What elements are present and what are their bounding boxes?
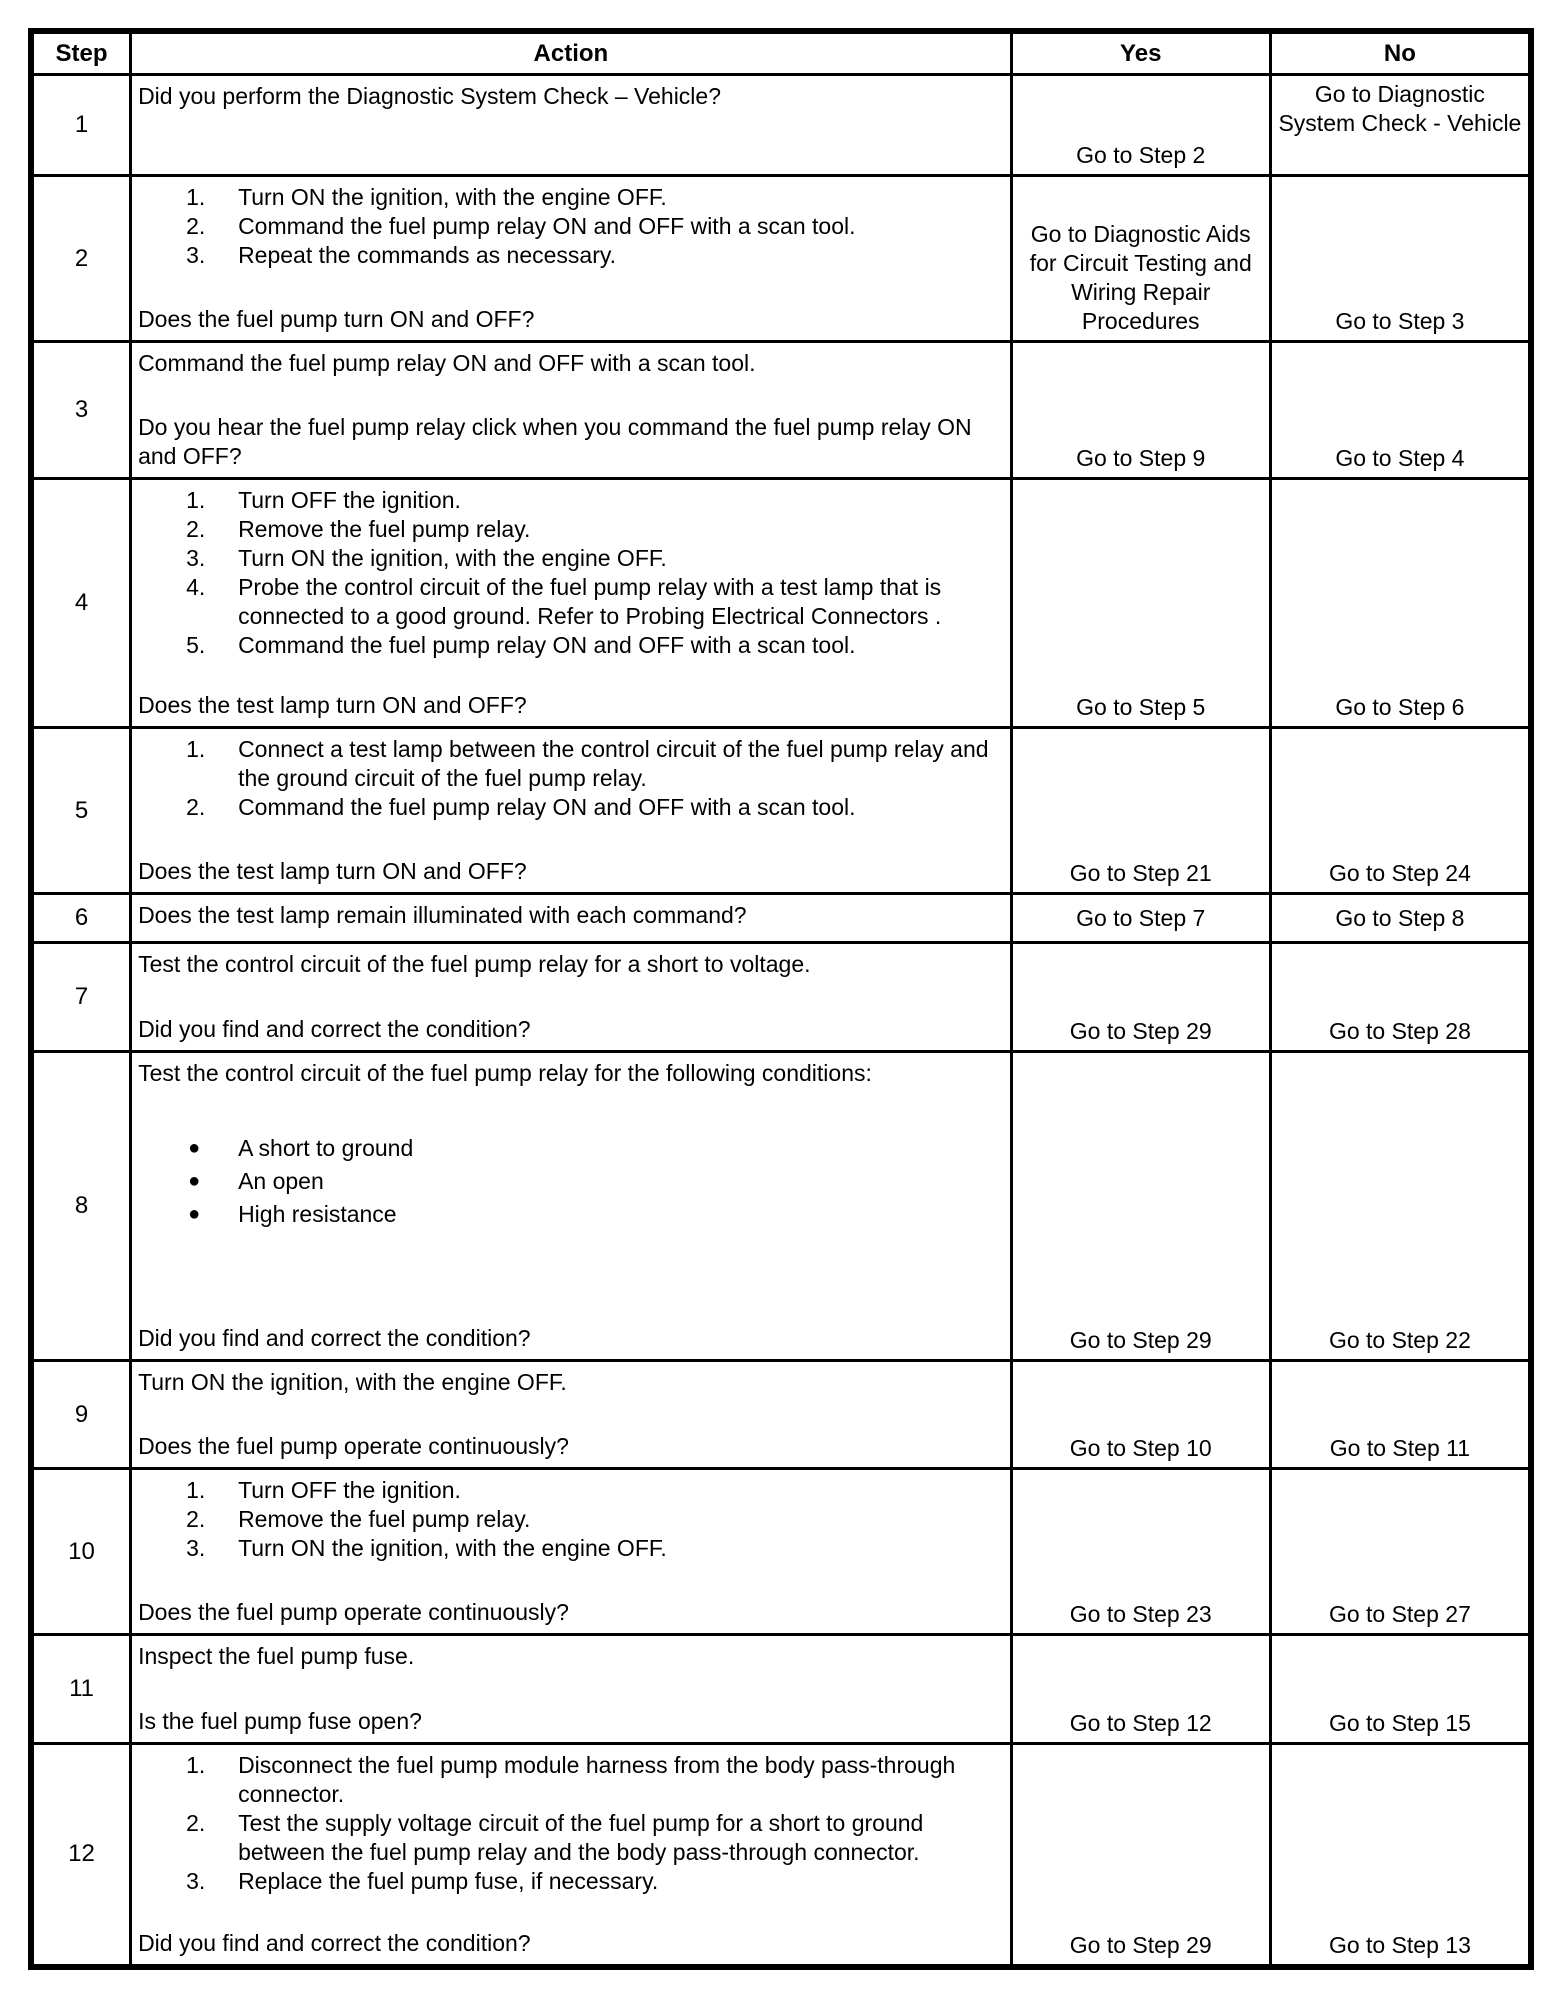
action-top: [138, 82, 1004, 111]
list-item-text: Connect a test lamp between the control circuit of the fuel pump relay and the ground circuit of the fuel pump relay.: [238, 736, 989, 792]
action-top: [138, 349, 1004, 378]
table-body: [33, 75, 1530, 1966]
action-cell: [131, 728, 1012, 894]
action-question: Do you hear the fuel pump relay click when you command the fuel pump relay ON and OFF?: [138, 413, 972, 469]
list-number: 1.: [186, 1751, 206, 1778]
list-item-text: Turn ON the ignition, with the engine OFF.: [238, 544, 667, 571]
list-item: [138, 1200, 1004, 1229]
list-number: 4.: [186, 573, 206, 600]
step-number: 6: [33, 893, 131, 942]
diagnostic-table-page: [28, 28, 1534, 1970]
list-item: [138, 573, 1004, 631]
list-item: [138, 1167, 1004, 1196]
action-top: [138, 1476, 1004, 1563]
bullet-list: [138, 1134, 1004, 1229]
table-row: [33, 1469, 1530, 1635]
action-question: Does the fuel pump operate continuously?: [138, 1598, 569, 1625]
no-result: Go to Step 11: [1270, 1360, 1529, 1469]
list-item: [138, 1867, 1004, 1896]
action-top: [138, 1059, 1004, 1233]
list-item: [138, 1534, 1004, 1563]
list-number: 1.: [186, 184, 206, 211]
action-content: [138, 183, 1004, 334]
list-item-text: Disconnect the fuel pump module harness from the body pass-through connector.: [238, 1751, 956, 1807]
action-question: Did you find and correct the condition?: [138, 1324, 531, 1351]
numbered-list: [138, 486, 1004, 660]
table-row: [33, 341, 1530, 478]
action-content: [138, 950, 1004, 1044]
table-row: [33, 176, 1530, 342]
list-number: 3.: [186, 242, 206, 269]
yes-result: Go to Step 21: [1011, 728, 1270, 894]
action-top: [138, 1368, 1004, 1397]
list-item-text: Turn OFF the ignition.: [238, 486, 461, 513]
list-item-text: Command the fuel pump relay ON and OFF with a scan tool.: [238, 213, 856, 240]
yes-result: Go to Step 29: [1011, 1743, 1270, 1965]
list-item-text: Turn ON the ignition, with the engine OFF.: [238, 184, 667, 211]
list-item: [138, 793, 1004, 822]
action-intro: Inspect the fuel pump fuse.: [138, 1642, 415, 1669]
header-yes: Yes: [1011, 33, 1270, 75]
list-item-text: Command the fuel pump relay ON and OFF with a scan tool.: [238, 794, 856, 821]
no-result: Go to Step 4: [1270, 341, 1529, 478]
list-item-text: Replace the fuel pump fuse, if necessary.: [238, 1867, 659, 1894]
list-number: 3.: [186, 544, 206, 571]
table-row: [33, 1360, 1530, 1469]
table-row: [33, 478, 1530, 727]
action-content: [138, 1059, 1004, 1353]
action-question: Does the fuel pump operate continuously?: [138, 1433, 569, 1460]
step-number: 9: [33, 1360, 131, 1469]
list-number: 3.: [186, 1535, 206, 1562]
action-content: [138, 1642, 1004, 1736]
yes-result: Go to Step 23: [1011, 1469, 1270, 1635]
yes-result: Go to Step 29: [1011, 943, 1270, 1052]
step-number: 2: [33, 176, 131, 342]
list-item: [138, 1134, 1004, 1163]
action-cell: [131, 1469, 1012, 1635]
numbered-list: [138, 1751, 1004, 1896]
action-content: [138, 349, 1004, 471]
list-item-text: A short to ground: [238, 1134, 414, 1161]
bullet-icon: ●: [188, 1202, 201, 1225]
no-result: Go to Step 8: [1270, 893, 1529, 942]
diagnostic-table: [31, 31, 1531, 1967]
list-item: [138, 1809, 1004, 1867]
list-item: [138, 544, 1004, 573]
step-number: 3: [33, 341, 131, 478]
header-step: Step: [33, 33, 131, 75]
action-cell: [131, 1360, 1012, 1469]
no-result: Go to Step 22: [1270, 1051, 1529, 1360]
list-number: 2.: [186, 213, 206, 240]
list-item: [138, 183, 1004, 212]
action-top: [138, 735, 1004, 822]
no-result: Go to Step 6: [1270, 478, 1529, 727]
action-cell: [131, 75, 1012, 176]
list-item: [138, 212, 1004, 241]
action-content: [138, 486, 1004, 720]
no-result: Go to Step 28: [1270, 943, 1529, 1052]
header-no: No: [1270, 33, 1529, 75]
numbered-list: [138, 183, 1004, 270]
list-item-text: Command the fuel pump relay ON and OFF with a scan tool.: [238, 631, 856, 658]
bullet-icon: ●: [188, 1136, 201, 1159]
yes-result: Go to Step 7: [1011, 893, 1270, 942]
action-intro: Test the control circuit of the fuel pump relay for a short to voltage.: [138, 951, 811, 978]
action-content: [138, 901, 1004, 935]
action-cell: [131, 1051, 1012, 1360]
list-number: 2.: [186, 794, 206, 821]
action-cell: [131, 893, 1012, 942]
list-item-text: Probe the control circuit of the fuel pump relay with a test lamp that is connected to a good ground. Refer to Probing Electrical Connectors .: [238, 573, 942, 629]
action-intro: Did you perform the Diagnostic System Check – Vehicle?: [138, 83, 722, 109]
list-item: [138, 1476, 1004, 1505]
yes-result: Go to Diagnostic Aids for Circuit Testing and Wiring Repair Procedures: [1011, 176, 1270, 342]
list-item-text: An open: [238, 1167, 324, 1194]
table-row: [33, 75, 1530, 176]
no-result: Go to Step 27: [1270, 1469, 1529, 1635]
action-cell: [131, 1634, 1012, 1743]
step-number: 1: [33, 75, 131, 176]
action-top: [138, 1751, 1004, 1896]
table-row: [33, 893, 1530, 942]
action-question: Did you find and correct the condition?: [138, 1930, 531, 1956]
action-cell: [131, 943, 1012, 1052]
list-number: 3.: [186, 1867, 206, 1894]
action-cell: [131, 1743, 1012, 1965]
no-result: Go to Step 24: [1270, 728, 1529, 894]
list-item-text: Test the supply voltage circuit of the fuel pump for a short to ground between the fuel pump relay and the body pass-through connector.: [238, 1809, 924, 1865]
list-item: [138, 1505, 1004, 1534]
action-content: [138, 1368, 1004, 1462]
action-question: Did you find and correct the condition?: [138, 1015, 531, 1042]
yes-result: Go to Step 12: [1011, 1634, 1270, 1743]
action-cell: [131, 176, 1012, 342]
numbered-list: [138, 1476, 1004, 1563]
yes-result: Go to Step 9: [1011, 341, 1270, 478]
numbered-list: [138, 735, 1004, 822]
action-intro: Command the fuel pump relay ON and OFF with a scan tool.: [138, 349, 756, 376]
step-number: 7: [33, 943, 131, 1052]
action-content: [138, 735, 1004, 886]
yes-result: Go to Step 5: [1011, 478, 1270, 727]
action-top: [138, 950, 1004, 979]
action-intro: Does the test lamp remain illuminated with each command?: [138, 901, 747, 928]
bullet-icon: ●: [188, 1169, 201, 1192]
no-result: Go to Step 3: [1270, 176, 1529, 342]
table-row: [33, 1051, 1530, 1360]
list-number: 5.: [186, 631, 206, 658]
action-top: [138, 486, 1004, 660]
table-row: [33, 1743, 1530, 1965]
action-top: [138, 901, 1004, 930]
list-number: 1.: [186, 486, 206, 513]
table-row: [33, 1634, 1530, 1743]
list-number: 2.: [186, 515, 206, 542]
yes-result: Go to Step 29: [1011, 1051, 1270, 1360]
table-row: [33, 943, 1530, 1052]
list-item-text: Repeat the commands as necessary.: [238, 242, 617, 269]
action-top: [138, 1642, 1004, 1671]
action-question: Does the fuel pump turn ON and OFF?: [138, 305, 535, 332]
action-cell: [131, 341, 1012, 478]
list-item-text: Remove the fuel pump relay.: [238, 515, 531, 542]
action-question: Does the test lamp turn ON and OFF?: [138, 692, 527, 719]
list-item: [138, 631, 1004, 660]
list-number: 2.: [186, 1506, 206, 1533]
no-result: Go to Diagnostic System Check - Vehicle: [1270, 75, 1529, 176]
list-item: [138, 486, 1004, 515]
yes-result: Go to Step 10: [1011, 1360, 1270, 1469]
list-item: [138, 735, 1004, 793]
step-number: 12: [33, 1743, 131, 1965]
table-row: [33, 728, 1530, 894]
action-content: [138, 1476, 1004, 1627]
step-number: 11: [33, 1634, 131, 1743]
list-item-text: Turn OFF the ignition.: [238, 1477, 461, 1504]
list-item: [138, 515, 1004, 544]
list-item-text: Remove the fuel pump relay.: [238, 1506, 531, 1533]
step-number: 8: [33, 1051, 131, 1360]
action-cell: [131, 478, 1012, 727]
action-intro: Turn ON the ignition, with the engine OFF.: [138, 1368, 567, 1395]
action-top: [138, 183, 1004, 270]
list-number: 1.: [186, 1477, 206, 1504]
list-number: 1.: [186, 736, 206, 763]
no-result: Go to Step 15: [1270, 1634, 1529, 1743]
action-content: [138, 1751, 1004, 1958]
action-intro: Test the control circuit of the fuel pump relay for the following conditions:: [138, 1059, 872, 1086]
step-number: 10: [33, 1469, 131, 1635]
step-number: 5: [33, 728, 131, 894]
list-item-text: High resistance: [238, 1200, 397, 1227]
list-item: [138, 241, 1004, 270]
action-content: [138, 82, 1004, 168]
list-number: 2.: [186, 1809, 206, 1836]
step-number: 4: [33, 478, 131, 727]
action-question: Does the test lamp turn ON and OFF?: [138, 857, 527, 884]
no-result: Go to Step 13: [1270, 1743, 1529, 1965]
list-item: [138, 1751, 1004, 1809]
action-question: Is the fuel pump fuse open?: [138, 1707, 422, 1734]
list-item-text: Turn ON the ignition, with the engine OFF.: [238, 1535, 667, 1562]
yes-result: Go to Step 2: [1011, 75, 1270, 176]
header-row: [33, 33, 1530, 75]
header-action: Action: [131, 33, 1012, 75]
